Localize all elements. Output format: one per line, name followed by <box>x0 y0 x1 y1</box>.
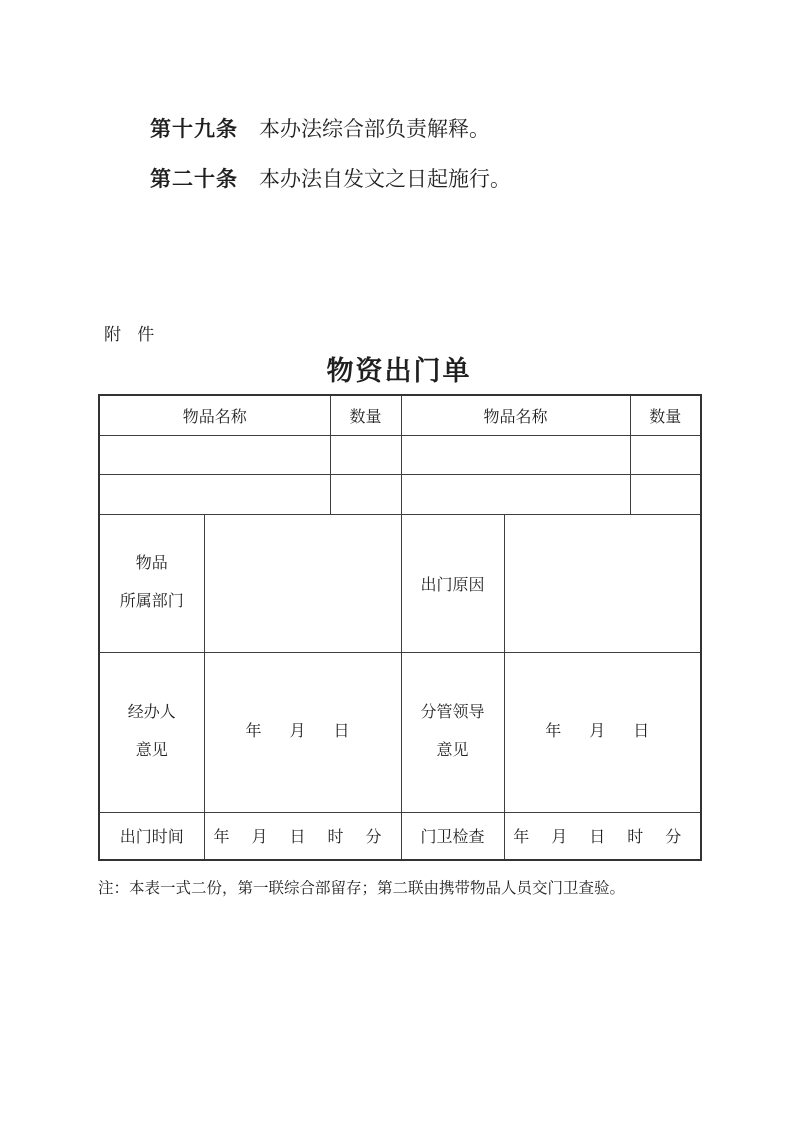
exit-reason-label: 出门原因 <box>401 514 504 652</box>
leader-opinion-label <box>401 652 504 812</box>
quantity-cell-r2-left[interactable] <box>330 474 401 514</box>
header-item-name-left: 物品名称 <box>99 395 330 435</box>
gate-check-label: 门卫检查 <box>401 812 504 860</box>
footnote: 注：本表一式二份，第一联综合部留存；第二联由携带物品人员交门卫查验。 <box>98 880 626 897</box>
article-19-number: 第十九条 <box>150 117 238 141</box>
time-check-row <box>99 812 701 860</box>
item-entry-row-1 <box>99 435 701 474</box>
department-label <box>99 514 204 652</box>
item-name-cell-r2-left[interactable] <box>99 474 330 514</box>
department-label-line1: 物品 <box>135 555 168 572</box>
item-name-cell-r1-left[interactable] <box>99 435 330 474</box>
gate-check-input-cell[interactable] <box>504 812 701 860</box>
department-input-cell[interactable] <box>204 514 401 652</box>
article-19-text: 本办法综合部负责解释。 <box>259 117 490 141</box>
header-item-name-right: 物品名称 <box>401 395 630 435</box>
handler-opinion-label-line2: 意见 <box>135 742 168 759</box>
leader-opinion-label-line1: 分管领导 <box>420 704 485 721</box>
exit-time-label: 出门时间 <box>99 812 204 860</box>
article-20-text: 本办法自发文之日起施行。 <box>259 167 511 191</box>
exit-reason-input-cell[interactable] <box>504 514 701 652</box>
gate-check-datetime-placeholder: 年 月 日 时 分 <box>513 829 682 847</box>
material-exit-form-table <box>98 394 702 861</box>
item-entry-row-2 <box>99 474 701 514</box>
item-name-cell-r2-right[interactable] <box>401 474 630 514</box>
attachment-label: 附 件 <box>104 325 161 344</box>
opinion-row <box>99 652 701 812</box>
header-quantity-right: 数量 <box>630 395 701 435</box>
leader-opinion-input-cell[interactable] <box>504 652 701 812</box>
header-row <box>99 395 701 435</box>
handler-opinion-label-line1: 经办人 <box>127 704 176 721</box>
quantity-cell-r1-left[interactable] <box>330 435 401 474</box>
form-title: 物资出门单 <box>326 356 472 386</box>
leader-opinion-date-placeholder: 年 月 日 <box>545 722 650 740</box>
quantity-cell-r2-right[interactable] <box>630 474 701 514</box>
article-clause-19 <box>150 116 710 143</box>
header-quantity-left: 数量 <box>330 395 401 435</box>
exit-time-datetime-placeholder: 年 月 日 时 分 <box>213 829 382 847</box>
department-reason-row <box>99 514 701 652</box>
exit-time-input-cell[interactable] <box>204 812 401 860</box>
article-clause-20 <box>150 166 710 193</box>
handler-opinion-input-cell[interactable] <box>204 652 401 812</box>
article-20-number: 第二十条 <box>150 167 238 191</box>
handler-opinion-date-placeholder: 年 月 日 <box>245 722 350 740</box>
quantity-cell-r1-right[interactable] <box>630 435 701 474</box>
item-name-cell-r1-right[interactable] <box>401 435 630 474</box>
articles-section <box>150 116 710 216</box>
handler-opinion-label <box>99 652 204 812</box>
leader-opinion-label-line2: 意见 <box>436 742 469 759</box>
department-label-line2: 所属部门 <box>119 593 184 610</box>
